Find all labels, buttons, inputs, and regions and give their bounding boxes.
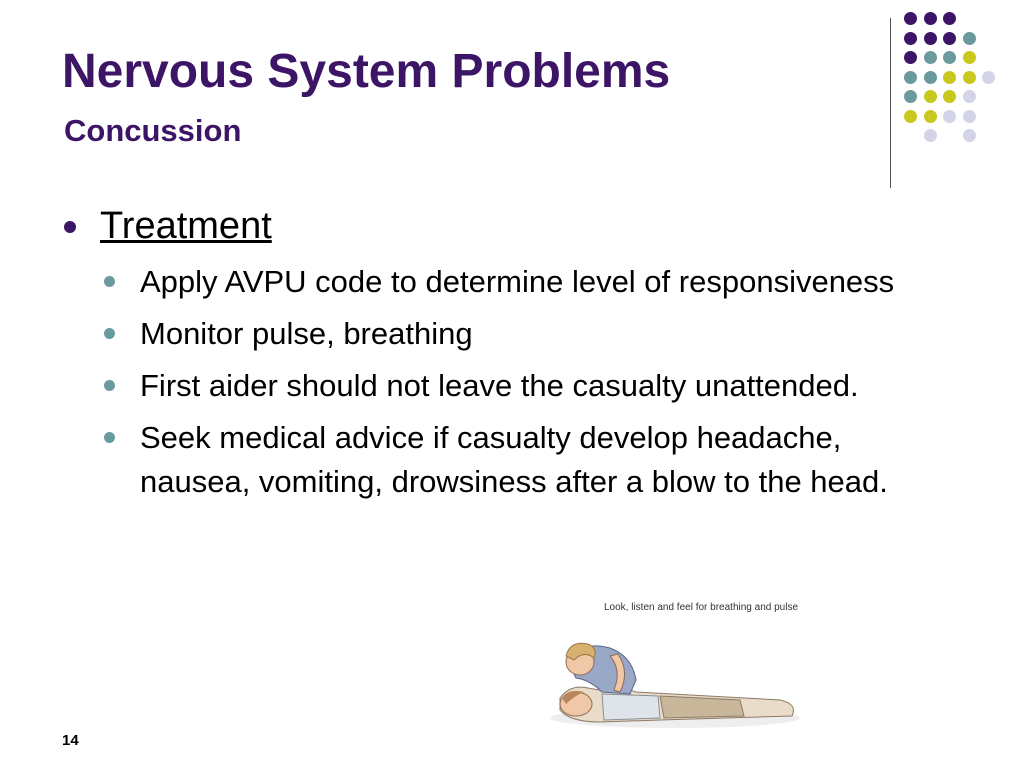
decorative-dot <box>963 110 976 123</box>
casualty-trousers <box>660 696 744 718</box>
decorative-dot <box>924 12 937 25</box>
decorative-dot <box>904 12 917 25</box>
decorative-dot <box>943 32 956 45</box>
list-item <box>104 364 934 408</box>
decorative-dot <box>943 90 956 103</box>
decorative-dot <box>963 90 976 103</box>
decorative-dot <box>943 71 956 84</box>
slide-subtitle: Concussion <box>64 113 242 148</box>
list-item <box>104 416 934 504</box>
bullet-icon <box>104 276 115 287</box>
bullet-icon <box>104 328 115 339</box>
list-item-text: Monitor pulse, breathing <box>140 316 473 351</box>
decorative-dot <box>924 129 937 142</box>
decorative-dot <box>943 12 956 25</box>
treatment-heading: Treatment <box>100 205 272 247</box>
decorative-dot <box>943 110 956 123</box>
decorative-dot <box>943 51 956 64</box>
title-divider-line <box>890 18 891 188</box>
decorative-dot <box>963 51 976 64</box>
decorative-dot <box>924 71 937 84</box>
decorative-dot <box>904 110 917 123</box>
decorative-dot <box>924 32 937 45</box>
first-aid-illustration <box>540 600 810 760</box>
decorative-dot <box>904 51 917 64</box>
decorative-dot <box>963 129 976 142</box>
decorative-dot <box>904 32 917 45</box>
decorative-dot <box>982 71 995 84</box>
slide-title: Nervous System Problems <box>62 45 671 98</box>
casualty-shirt <box>602 694 660 720</box>
decorative-dot <box>924 51 937 64</box>
list-item-text: Seek medical advice if casualty develop headache, nausea, vomiting, drowsiness after a blow to the head. <box>140 420 888 499</box>
bullet-icon <box>104 432 115 443</box>
list-item-text: First aider should not leave the casualty unattended. <box>140 368 859 403</box>
list-item <box>104 312 934 356</box>
figure-caption: Look, listen and feel for breathing and pulse <box>603 602 799 613</box>
decorative-dot <box>924 90 937 103</box>
bullet-icon <box>64 221 76 233</box>
decorative-dot <box>963 71 976 84</box>
slide-number: 14 <box>62 732 79 749</box>
decorative-dot <box>904 71 917 84</box>
decorative-dot <box>924 110 937 123</box>
decorative-dot <box>904 90 917 103</box>
list-item-text: Apply AVPU code to determine level of responsiveness <box>140 264 895 299</box>
treatment-list <box>104 260 934 512</box>
list-item <box>104 260 934 304</box>
bullet-icon <box>104 380 115 391</box>
decorative-dot <box>963 32 976 45</box>
